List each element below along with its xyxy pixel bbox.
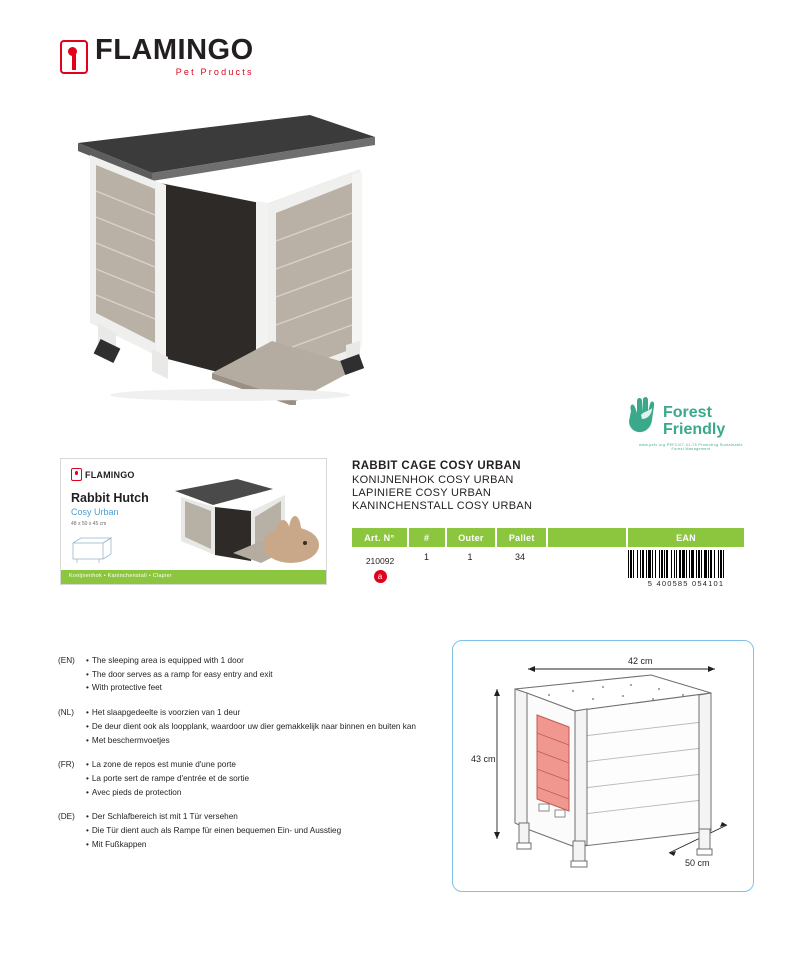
art-no-value: 210092: [365, 556, 395, 566]
feature-line: • The door serves as a ramp for easy entry and exit: [86, 669, 273, 679]
packaging-strip-text: Konijnenhok • Kaninchenstall • Clapier: [69, 573, 172, 579]
dimension-drawing: [452, 640, 754, 892]
brand-tagline: Pet Products: [175, 67, 254, 77]
dimension-depth-label: 50 cm: [685, 858, 710, 868]
feature-language-code: (FR): [58, 760, 75, 770]
bullet-icon: •: [86, 826, 89, 836]
dimension-width-label: 42 cm: [628, 656, 653, 666]
bullet-icon: •: [86, 787, 89, 797]
art-badge-icon: a: [374, 570, 387, 583]
feature-line: • La zone de repos est munie d'une porte: [86, 760, 236, 770]
bullet-icon: •: [86, 708, 89, 718]
packaging-line-drawing-icon: [69, 535, 125, 565]
product-title-fr: LAPINIERE COSY URBAN: [352, 487, 492, 499]
feature-language-code: (EN): [58, 656, 75, 665]
brand-logo: [60, 36, 254, 77]
feature-language-code: (DE): [58, 812, 75, 822]
feature-line: • De deur dient ook als loopplank, waardoor uw dier gemakkelijk naar binnen en buiten kan: [86, 721, 416, 731]
feature-line: • La porte sert de rampe d'entrée et de sortie: [86, 773, 250, 783]
feature-lines: [86, 759, 418, 800]
hand-leaf-icon: [625, 395, 659, 435]
feature-group: [58, 655, 418, 696]
packaging-brand-name: FLAMINGO: [85, 469, 135, 480]
forest-friendly-text: [663, 405, 725, 439]
bullet-icon: •: [86, 656, 89, 665]
bullet-icon: •: [86, 812, 89, 822]
brand-name: FLAMINGO: [95, 34, 254, 66]
forest-small-print: www.pefc.org PEFC/07-31-75 Promoting Sustainable Forest Management: [639, 443, 743, 451]
feature-group: [58, 759, 418, 800]
packaging-dimensions: 48 x 50 x 45 cm: [71, 521, 107, 527]
product-title-en: RABBIT CAGE COSY URBAN: [352, 460, 521, 472]
feature-group: [58, 811, 418, 852]
col-header-hash: #: [409, 528, 447, 547]
packaging-product-image: [165, 465, 325, 569]
forest-line1: Forest: [663, 404, 712, 421]
forest-friendly-badge: [625, 395, 745, 457]
ean-barcode: [628, 550, 744, 586]
bullet-icon: •: [86, 721, 89, 731]
bullet-icon: •: [86, 760, 89, 770]
packaging-subtitle: Cosy Urban: [71, 507, 119, 517]
feature-group: [58, 707, 418, 748]
feature-line: • Met beschermvoetjes: [86, 735, 170, 745]
flamingo-logo-icon: [60, 40, 88, 74]
packaging-photo: [60, 458, 327, 585]
forest-line2: Friendly: [663, 420, 726, 438]
product-photo: [60, 95, 390, 405]
feature-line: • Der Schlafbereich ist mit 1 Tür versehen: [86, 812, 238, 822]
product-title-block: [352, 460, 752, 513]
feature-line: • The sleeping area is equipped with 1 door: [86, 656, 244, 665]
product-title-de: KANINCHENSTALL COSY URBAN: [352, 500, 533, 512]
feature-line: • With protective feet: [86, 683, 162, 693]
cell-pallet: 34: [514, 552, 525, 562]
col-header-outer: Outer: [447, 528, 498, 547]
flamingo-logo-icon: [71, 468, 82, 481]
bullet-icon: •: [86, 773, 89, 783]
bullet-icon: •: [86, 839, 89, 849]
packaging-left-panel: [61, 459, 165, 584]
feature-lines: [86, 707, 418, 748]
feature-line: • Mit Fußkappen: [86, 839, 147, 849]
col-header-pallet: Pallet: [497, 528, 548, 547]
bullet-icon: •: [86, 683, 89, 693]
feature-line: • Avec pieds de protection: [86, 787, 182, 797]
spec-table-header: [352, 528, 744, 547]
cell-art-no: [352, 547, 408, 587]
brand-logo-text: [95, 36, 254, 77]
bullet-icon: •: [86, 735, 89, 745]
cell-blank: [545, 547, 625, 587]
packaging-title: Rabbit Hutch: [71, 491, 149, 505]
cell-hash: 1: [423, 552, 429, 562]
feature-language-code: (NL): [58, 708, 74, 718]
feature-lines: [86, 655, 418, 696]
barcode-number: 5 400585 054101: [647, 579, 725, 588]
feature-line: • Die Tür dient auch als Rampe für einen bequemen Ein- und Ausstieg: [86, 826, 342, 836]
packaging-brand-logo: [71, 468, 135, 481]
bullet-icon: •: [86, 669, 89, 679]
col-header-blank: [548, 528, 628, 547]
col-header-ean: EAN: [628, 528, 744, 547]
col-header-art-no: Art. N°: [352, 528, 409, 547]
feature-line: • Het slaapgedeelte is voorzien van 1 deur: [86, 708, 241, 718]
dimension-height-label: 43 cm: [471, 754, 496, 764]
barcode-bars: [628, 550, 744, 578]
feature-list: [58, 655, 418, 863]
packaging-bottom-strip: [61, 570, 326, 584]
product-title-nl: KONIJNENHOK COSY URBAN: [352, 474, 514, 486]
feature-lines: [86, 811, 418, 852]
barcode-bar: [724, 550, 726, 578]
cell-outer: 1: [467, 552, 473, 562]
